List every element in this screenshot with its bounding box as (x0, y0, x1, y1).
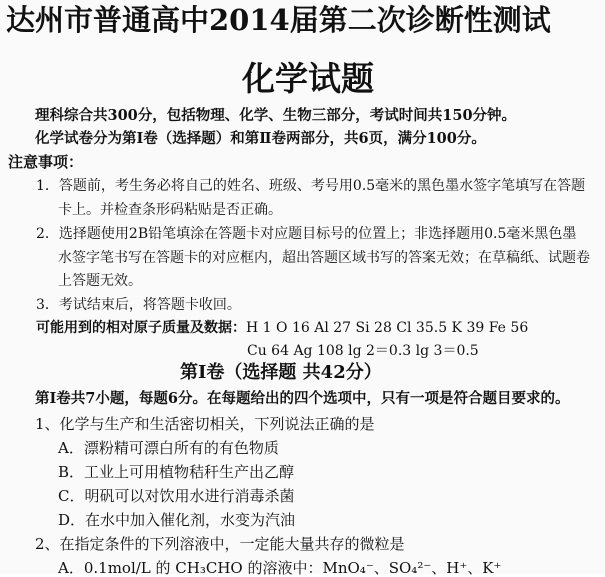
question-1-option-c: C．明矾可以对饮用水进行消毒杀菌 (58, 487, 295, 505)
notes-heading: 注意事项： (8, 153, 84, 171)
question-2-stem: 2、在指定条件的下列溶液中，一定能大量共存的微粒是 (35, 535, 405, 553)
note-2-line-1: 2．选择题使用2B铅笔填涂在答题卡对应题目标号的位置上；非选择题用0.5毫米黑色墨 (36, 226, 577, 242)
atomic-masses-values-1: H 1 O 16 Al 27 Si 28 Cl 35.5 K 39 Fe 56 (246, 320, 529, 336)
note-1-line-1: 1．答题前，考生务必将自己的姓名、班级、考号用0.5毫米的黑色墨水签字笔填写在答题 (36, 178, 586, 194)
section-1-title: 第Ⅰ卷（选择题 共42分） (180, 362, 382, 383)
question-1-option-a: A．漂粉精可漂白所有的有色物质 (58, 439, 279, 457)
question-1-stem: 1、化学与生产和生活密切相关，下列说法正确的是 (35, 415, 375, 433)
intro-line-2: 化学试卷分为第Ⅰ卷（选择题）和第Ⅱ卷两部分，共6页，满分100分。 (35, 130, 486, 147)
exam-subtitle: 化学试题 (242, 59, 374, 98)
intro-line-1: 理科综合共300分，包括物理、化学、生物三部分，考试时间共150分钟。 (35, 107, 517, 124)
note-2-line-3: 上答题无效。 (58, 273, 142, 289)
note-2-line-2: 水签字笔书写在答题卡的对应框内，超出答题区域书写的答案无效；在草稿纸、试题卷 (58, 250, 590, 266)
exam-title: 达州市普通高中2014届第二次诊断性测试 (6, 3, 551, 37)
note-3-line-1: 3．考试结束后，将答题卡收回。 (36, 297, 241, 313)
question-1-option-b: B．工业上可用植物秸秆生产出乙醇 (58, 463, 295, 481)
note-1-line-2: 卡上。并检查条形码粘贴是否正确。 (58, 202, 282, 218)
atomic-masses-row-1 (36, 321, 528, 335)
atomic-masses-values-2: Cu 64 Ag 108 lg 2＝0.3 lg 3＝0.5 (247, 343, 479, 359)
question-2-option-a: A．0.1mol/L 的 CH₃CHO 的溶液中：MnO₄⁻、SO₄²⁻、H⁺、K⁺ (58, 559, 502, 577)
atomic-masses-label: 可能用到的相对原子质量及数据： (36, 320, 246, 336)
question-1-option-d: D．在水中加入催化剂，水变为汽油 (58, 511, 296, 529)
section-1-instructions: 第Ⅰ卷共7小题，每题6分。在每题给出的四个选项中，只有一项是符合题目要求的。 (35, 390, 570, 407)
